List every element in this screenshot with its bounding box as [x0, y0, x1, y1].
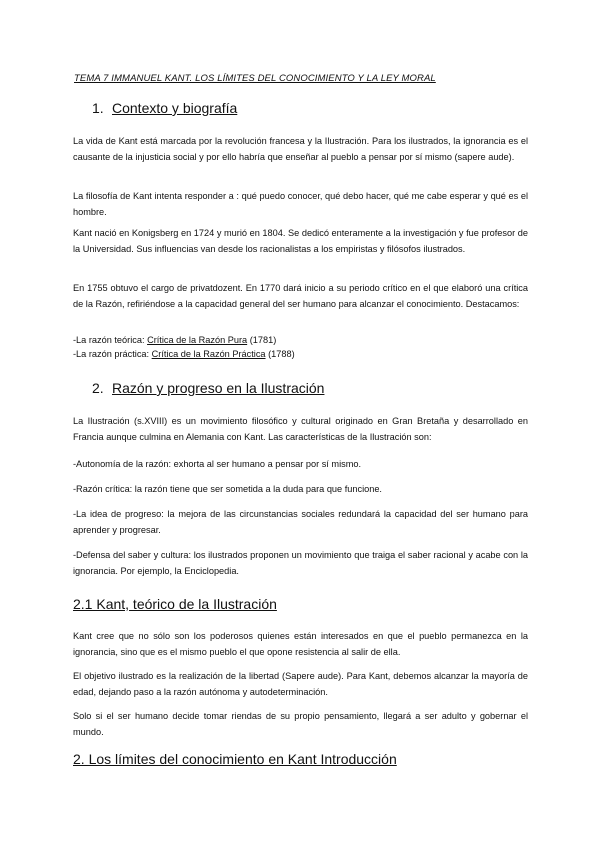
list-item-year: (1781): [247, 335, 277, 345]
section-2-1-paragraph-3: Solo si el ser humano decide tomar riendas de su propio pensamiento, llegará a ser adulto y gobernar el mundo.: [73, 711, 528, 737]
section-1-paragraph-3: Kant nació en Konigsberg en 1724 y murió en 1804. Se dedicó enteramente a la investigación y fue profesor de la Universidad. Sus influencias van desde los racionalistas a los empiristas y filósofos ilustrados.: [73, 228, 528, 254]
section-1-paragraph-4: En 1755 obtuvo el cargo de privatdozent. En 1770 dará inicio a su periodo crítico en el que elaboró una crítica de la Razón, refiriéndose a la capacidad general del ser humano para alcanzar el conocimiento. Destacamos:: [73, 283, 528, 309]
list-item-razon-practica: [73, 347, 528, 363]
section-2-paragraph-3: -Razón crítica: la razón tiene que ser sometida a la duda para que funcione.: [73, 484, 382, 494]
section-3-heading: 2. Los límites del conocimiento en Kant Introducción: [73, 751, 397, 767]
section-2-paragraph-4: -La idea de progreso: la mejora de las circunstancias sociales redundará la capacidad del ser humano para aprender y progresar.: [73, 509, 528, 535]
section-2-title: Razón y progreso en la Ilustración: [112, 380, 325, 396]
section-2-1-heading: 2.1 Kant, teórico de la Ilustración: [73, 596, 277, 612]
section-2-number: 2.: [92, 380, 104, 396]
section-1-heading: [92, 100, 237, 116]
section-1-paragraph-1: La vida de Kant está marcada por la revolución francesa y la Ilustración. Para los ilustrados, la ignorancia es el causante de la injusticia social y por ello habría que enseñar al pueblo a pensar por sí mismo (sapere aude).: [73, 136, 528, 162]
section-1-title: Contexto y biografía: [112, 100, 238, 116]
list-item-prefix: -La razón práctica:: [73, 349, 152, 359]
section-2-paragraph-1: La Ilustración (s.XVIII) es un movimiento filosófico y cultural originado en Gran Bretaña y desarrollado en Francia aunque culmina en Alemania con Kant. Las características de la Ilustración son:: [73, 416, 528, 442]
section-2-1-paragraph-2: El objetivo ilustrado es la realización de la libertad (Sapere aude). Para Kant, debemos alcanzar la mayoría de edad, dejando paso a la razón autónoma y autodeterminación.: [73, 671, 528, 697]
section-2-paragraph-5: -Defensa del saber y cultura: los ilustrados proponen un movimiento que traiga el saber racional y acabe con la ignorancia. Por ejemplo, la Enciclopedia.: [73, 550, 528, 576]
work-title-link: Crítica de la Razón Práctica: [151, 349, 266, 359]
section-2-1-paragraph-1: Kant cree que no sólo son los poderosos quienes están interesados en que el pueblo permanezca en la ignorancia, sino que es el mismo pueblo el que opone resistencia al salir de ella.: [73, 631, 528, 657]
list-item-year: (1788): [265, 349, 295, 359]
work-title-link: Crítica de la Razón Pura: [147, 335, 248, 345]
list-item-prefix: -La razón teórica:: [73, 335, 148, 345]
document-title: TEMA 7 IMMANUEL KANT. LOS LÍMITES DEL CONOCIMIENTO Y LA LEY MORAL: [74, 73, 436, 84]
section-2-paragraph-2: -Autonomía de la razón: exhorta al ser humano a pensar por sí mismo.: [73, 459, 362, 469]
section-1-paragraph-2: La filosofía de Kant intenta responder a : qué puedo conocer, qué debo hacer, qué me cabe esperar y qué es el hombre.: [73, 191, 528, 217]
section-1-number: 1.: [92, 100, 104, 116]
section-2-heading: [92, 380, 324, 396]
